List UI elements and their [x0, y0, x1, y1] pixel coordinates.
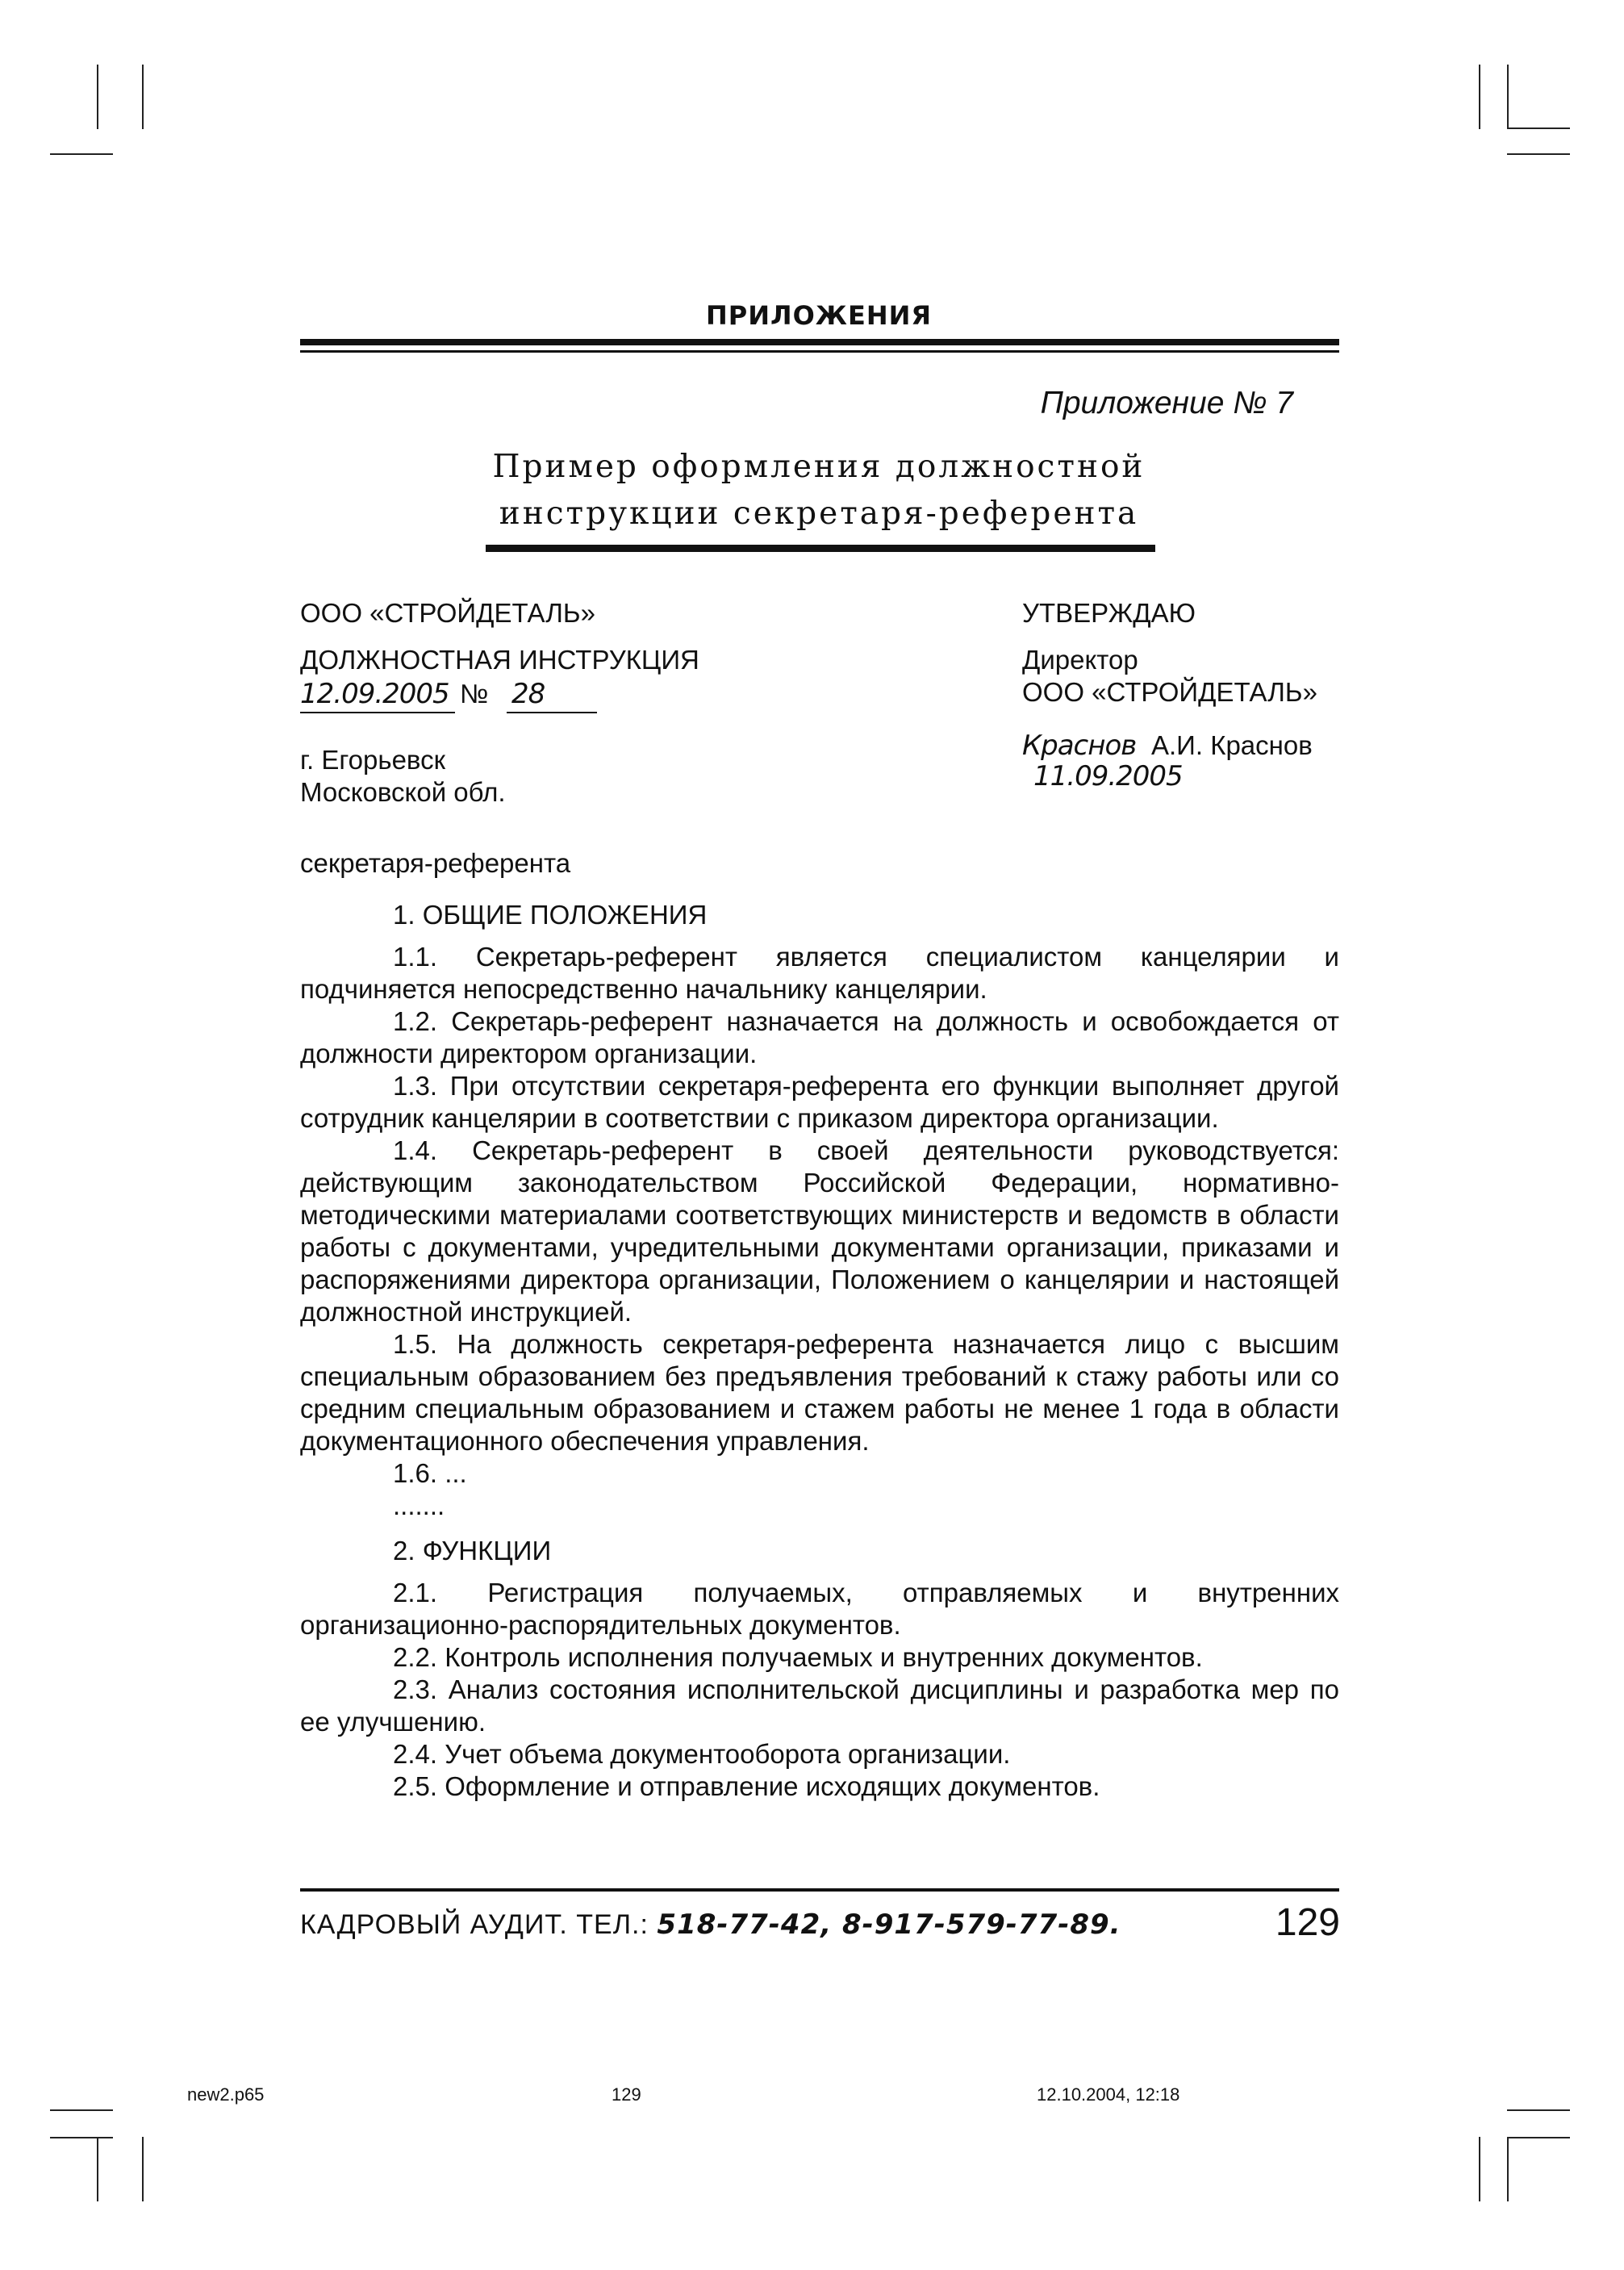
date-number-line — [300, 676, 962, 712]
paragraph-1-4: 1.4. Секретарь-референт в своей деятельности руководствуется: действующим законодательством Российской Федерации, нормативно-методическими материалами соответствующих министерств и ведомств в области работы с документами, учредительными документами организации, приказами и распоряжениями директора организации, Положением о канцелярии и настоящей должностной инструкцией. — [300, 1135, 1339, 1327]
section-header: ПРИЛОЖЕНИЯ — [705, 300, 933, 331]
number-underline — [507, 712, 597, 713]
paragraph-1-2: 1.2. Секретарь-референт назначается на должность и освобождается от должности директором организации. — [300, 1006, 1339, 1068]
footer-phones: 518-77-42, 8-917-579-77-89. — [657, 1908, 1121, 1941]
paragraph-2-1: 2.1. Регистрация получаемых, отправляемых и внутренних организационно-распорядительных документов. — [300, 1578, 1339, 1640]
handwritten-signature: Краснов — [1022, 729, 1137, 762]
approver-name: А.И. Краснов — [1151, 730, 1313, 760]
handwritten-sign-date: 11.09.2005 — [1033, 760, 1183, 792]
approver-org: ООО «СТРОЙДЕТАЛЬ» — [1022, 677, 1317, 707]
org-requisites — [300, 597, 962, 809]
crop-mark — [1507, 2109, 1570, 2111]
handwritten-number: 28 — [511, 678, 545, 710]
print-timestamp: 12.10.2004, 12:18 — [1037, 2084, 1180, 2105]
instruction-body — [300, 847, 1339, 1803]
city: г. Егорьевск — [300, 745, 446, 775]
paragraph-2-5: 2.5. Оформление и отправление исходящих документов. — [393, 1771, 1100, 1801]
crop-mark — [50, 2109, 113, 2111]
appendix-number: Приложение № 7 — [1040, 386, 1293, 420]
crop-mark — [1507, 153, 1570, 155]
approval-block — [1022, 597, 1345, 792]
crop-mark — [1507, 65, 1509, 129]
doc-type: ДОЛЖНОСТНАЯ ИНСТРУКЦИЯ — [300, 645, 699, 675]
header-rule-thin — [300, 350, 1339, 353]
handwritten-date: 12.09.2005 — [300, 678, 449, 710]
page-number: 129 — [1275, 1901, 1340, 1944]
header-rule — [300, 339, 1339, 345]
org-name: ООО «СТРОЙДЕТАЛЬ» — [300, 598, 595, 628]
ellipsis: ....... — [393, 1490, 445, 1520]
paragraph-1-3: 1.3. При отсутствии секретаря-референта его функции выполняет другой сотрудник канцелярии в соответствии с приказом директора организации. — [300, 1071, 1339, 1133]
title-underline — [486, 545, 1155, 552]
title-line-1: Пример оформления должностной — [492, 449, 1146, 485]
number-label: № — [460, 679, 489, 709]
crop-mark — [1507, 2137, 1570, 2138]
section-1-heading: 1. ОБЩИЕ ПОЛОЖЕНИЯ — [393, 900, 708, 930]
crop-mark — [1479, 65, 1480, 129]
region: Московской обл. — [300, 777, 506, 807]
print-page: 129 — [612, 2084, 641, 2105]
section-2-heading: 2. ФУНКЦИИ — [393, 1536, 552, 1566]
paragraph-1-1: 1.1. Секретарь-референт является специалистом канцелярии и подчиняется непосредственно начальнику канцелярии. — [300, 942, 1339, 1004]
document-title — [298, 444, 1339, 537]
approver-position: Директор — [1022, 645, 1138, 675]
crop-mark — [142, 65, 144, 129]
date-underline — [300, 712, 455, 713]
crop-mark — [1507, 2137, 1509, 2201]
footer-rule — [300, 1888, 1339, 1892]
crop-mark — [97, 2137, 98, 2201]
crop-mark — [50, 2137, 113, 2138]
signature-line — [1022, 729, 1345, 767]
paragraph-2-2: 2.2. Контроль исполнения получаемых и внутренних документов. — [393, 1642, 1203, 1672]
footer-label: КАДРОВЫЙ АУДИТ. ТЕЛ.: — [300, 1909, 649, 1940]
subject-line: секретаря-референта — [300, 848, 571, 878]
footer-contact — [300, 1908, 1121, 1941]
crop-mark — [97, 65, 98, 129]
title-line-2: инструкции секретаря-референта — [499, 495, 1139, 532]
paragraph-2-4: 2.4. Учет объема документооборота организации. — [393, 1739, 1011, 1769]
paragraph-2-3: 2.3. Анализ состояния исполнительской дисциплины и разработка мер по ее улучшению. — [300, 1674, 1339, 1737]
crop-mark — [1507, 128, 1570, 129]
approve-label: УТВЕРЖДАЮ — [1022, 598, 1196, 628]
crop-mark — [50, 153, 113, 155]
paragraph-1-5: 1.5. На должность секретаря-референта назначается лицо с высшим специальным образованием без предъявления требований к стажу работы или со средним специальным образованием и стажем работы не менее 1 года в области документационного обеспечения управления. — [300, 1329, 1339, 1456]
crop-mark — [142, 2137, 144, 2201]
print-file-name: new2.p65 — [187, 2084, 265, 2105]
paragraph-1-6: 1.6. ... — [393, 1458, 467, 1488]
crop-mark — [1479, 2137, 1480, 2201]
